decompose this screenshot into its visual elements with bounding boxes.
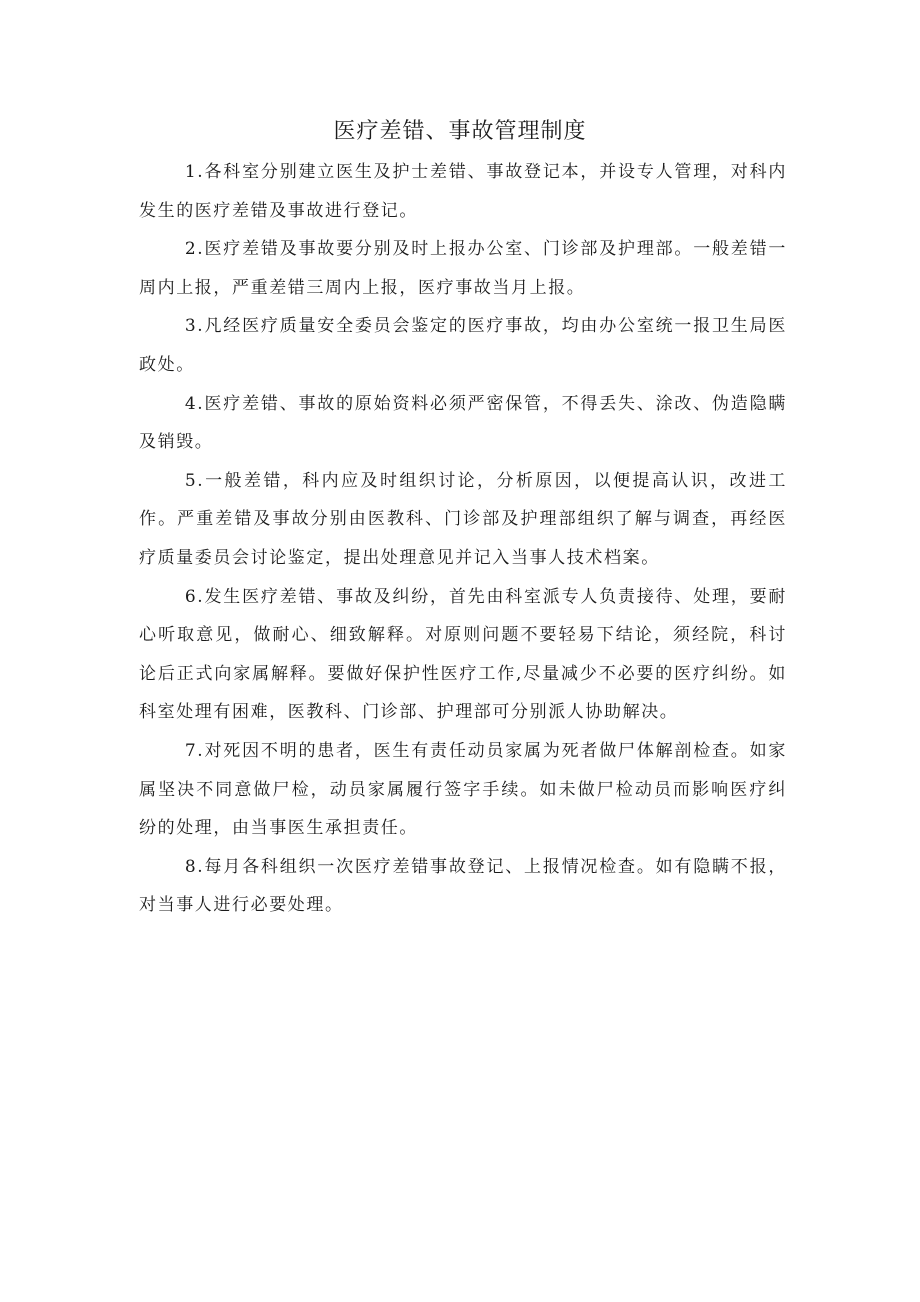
paragraph-2: 2.医疗差错及事故要分别及时上报办公室、门诊部及护理部。一般差错一周内上报，严重差错三周内上报，医疗事故当月上报。 xyxy=(139,239,787,298)
paragraph-3: 3.凡经医疗质量安全委员会鉴定的医疗事故，均由办公室统一报卫生局医政处。 xyxy=(139,316,787,375)
paragraph-1: 1.各科室分别建立医生及护士差错、事故登记本，并设专人管理，对科内发生的医疗差错及事故进行登记。 xyxy=(139,162,787,221)
paragraph-7: 7.对死因不明的患者，医生有责任动员家属为死者做尸体解剖检查。如家属坚决不同意做尸检，动员家属履行签字手续。如未做尸检动员而影响医疗纠纷的处理，由当事医生承担责任。 xyxy=(139,740,787,839)
paragraph-8: 8.每月各科组织一次医疗差错事故登记、上报情况检查。如有隐瞒不报，对当事人进行必要处理。 xyxy=(139,856,787,916)
document-title: 医疗差错、事故管理制度 xyxy=(333,119,587,144)
document-body xyxy=(139,153,787,925)
paragraph-4: 4.医疗差错、事故的原始资料必须严密保管，不得丢失、涂改、伪造隐瞒及销毁。 xyxy=(139,393,787,453)
paragraph-5: 5.一般差错，科内应及时组织讨论，分析原因，以便提高认识，改进工作。严重差错及事故分别由医教科、门诊部及护理部组织了解与调查，再经医疗质量委员会讨论鉴定，提出处理意见并记入当事人技术档案。 xyxy=(139,470,787,568)
paragraph-6: 6.发生医疗差错、事故及纠纷，首先由科室派专人负责接待、处理，要耐心听取意见，做耐心、细致解释。对原则问题不要轻易下结论，须经院，科讨论后正式向家属解释。要做好保护性医疗工作,尽量减少不必要的医疗纠纷。如科室处理有困难，医教科、门诊部、护理部可分别派人协助解决。 xyxy=(139,586,787,723)
